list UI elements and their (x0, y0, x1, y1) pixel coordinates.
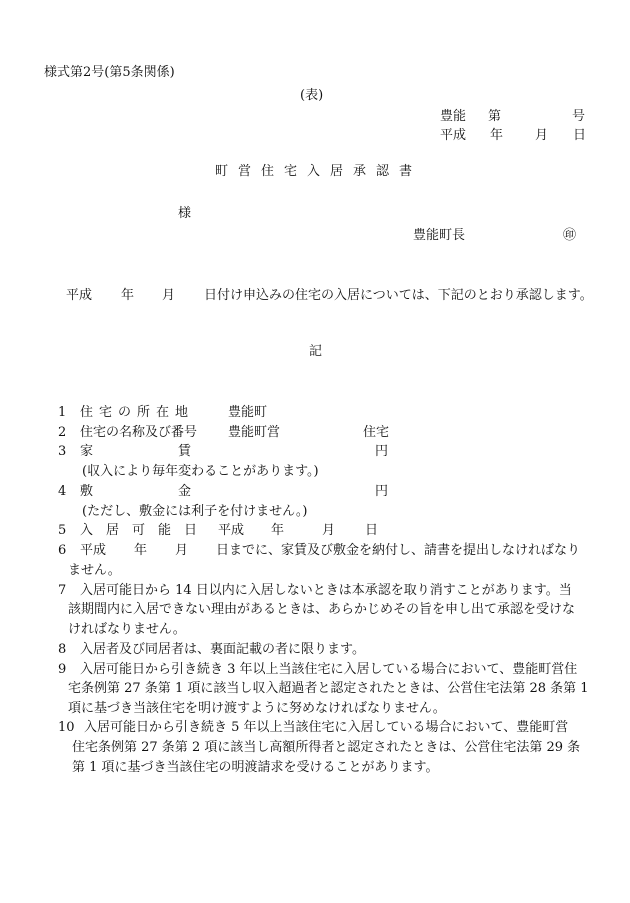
item-number: 5 (58, 523, 67, 538)
intro-month: 月 (162, 288, 176, 303)
item-number: 8 (58, 642, 67, 657)
item-number: 9 (58, 662, 67, 677)
date-month: 月 (535, 128, 549, 143)
ki-heading: 記 (309, 344, 323, 359)
item-text-cont: 宅条例第 27 条第 1 項に該当し収入超過者と認定されたときは、公営住宅法第 28 条第 1 (68, 681, 589, 696)
item-number: 3 (58, 444, 67, 459)
item-note: (収入により毎年変わることがあります。) (82, 464, 319, 479)
doc-no-prefix: 豊能 (440, 109, 467, 124)
item-text: 入居可能日から引き続き 3 年以上当該住宅に入居している場合において、豊能町営住 (80, 662, 578, 677)
item-note: (ただし、敷金には利子を付けません。) (82, 504, 308, 519)
item-date-era: 平成 (80, 543, 107, 558)
addressee-suffix: 様 (178, 206, 192, 221)
item-suffix: 住宅 (363, 425, 390, 440)
item-text-cont: 第 1 項に基づき当該住宅の明渡請求を受けることがあります。 (72, 760, 439, 775)
item-date-day: 日 (365, 523, 379, 538)
item-date-year: 年 (134, 543, 148, 558)
item-value: 豊能町 (228, 405, 268, 420)
item-text-cont: ければなりません。 (68, 622, 186, 637)
item-number: 6 (58, 543, 67, 558)
item-value: 豊能町営 (228, 425, 281, 440)
item-label-b: 金 (178, 484, 192, 499)
item-label-a: 敷 (80, 484, 94, 499)
form-number: 様式第2号(第5条関係) (44, 65, 175, 80)
issuer: 豊能町長 (413, 228, 466, 243)
item-number: 2 (58, 425, 67, 440)
item-date-month: 月 (175, 543, 189, 558)
side-label: (表) (300, 88, 324, 103)
item-number: 1 (58, 405, 67, 420)
item-date-era: 平成 (218, 523, 245, 538)
date-era: 平成 (440, 128, 467, 143)
item-text-cont: 住宅条例第 27 条第 2 項に該当し高額所得者と認定されたときは、公営住宅法第 29 条 (72, 740, 581, 755)
doc-no-dai: 第 (488, 109, 502, 124)
item-text: 入居可能日から 14 日以内に入居しないときは本承認を取り消すことがあります。当 (80, 583, 572, 598)
seal-mark: ㊞ (563, 228, 577, 243)
intro-text: 日付け申込みの住宅の入居については、下記のとおり承認します。 (204, 288, 593, 303)
date-year: 年 (490, 128, 504, 143)
item-unit: 円 (375, 484, 389, 499)
item-text-cont: 該期間内に入居できない理由があるときは、あらかじめその旨を申し出て承認を受けな (68, 602, 576, 617)
document-title: 町営住宅入居承認書 (215, 164, 423, 179)
item-label: 住宅の名称及び番号 (80, 425, 198, 440)
item-date-year: 年 (271, 523, 285, 538)
item-text: 入居可能日から引き続き 5 年以上当該住宅に入居している場合において、豊能町営 (84, 720, 569, 735)
item-label: 住宅の所在地 (80, 405, 195, 420)
item-date-month: 月 (322, 523, 336, 538)
item-label: 入居可能日 (80, 523, 211, 538)
item-text: 日までに、家賃及び敷金を納付し、請書を提出しなければなり (216, 543, 581, 558)
item-number: 10 (58, 720, 75, 735)
item-number: 7 (58, 583, 67, 598)
item-text-cont: 項に基づき当該住宅を明け渡すように努めなければなりません。 (68, 701, 446, 716)
item-number: 4 (58, 484, 67, 499)
item-unit: 円 (375, 444, 389, 459)
item-text-cont: ません。 (68, 563, 121, 578)
doc-no-go: 号 (572, 109, 586, 124)
item-label-a: 家 (80, 444, 94, 459)
item-text: 入居者及び同居者は、裏面記載の者に限ります。 (80, 642, 365, 657)
intro-year: 年 (121, 288, 135, 303)
date-day: 日 (573, 128, 587, 143)
item-label-b: 賃 (178, 444, 192, 459)
intro-era: 平成 (66, 288, 93, 303)
